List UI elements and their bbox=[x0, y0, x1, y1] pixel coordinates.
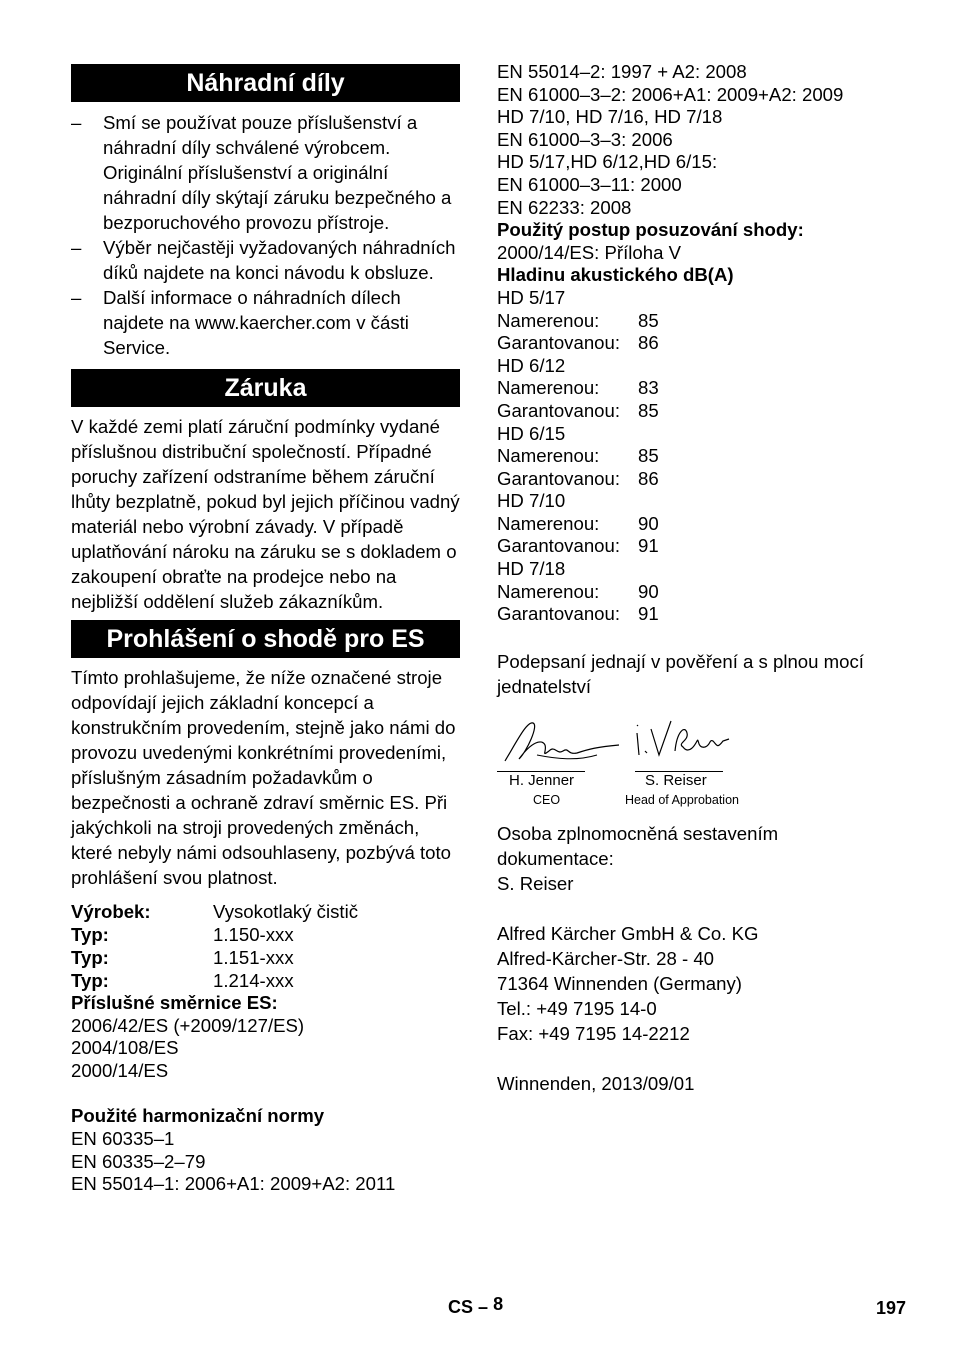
acoustic-model: HD 7/18 bbox=[497, 558, 566, 580]
signature-block bbox=[497, 711, 897, 821]
directive-item: 2004/108/ES bbox=[71, 1037, 179, 1059]
left-column bbox=[71, 64, 460, 1196]
procedure-label: Použitý postup posuzování shody: bbox=[497, 219, 804, 241]
type-value: 1.214-xxx bbox=[213, 970, 294, 991]
address-line: Alfred-Kärcher-Str. 28 - 40 bbox=[497, 947, 715, 969]
type-row bbox=[71, 923, 460, 946]
type-label: Typ: bbox=[71, 947, 109, 968]
signer-name: S. Reiser bbox=[645, 771, 707, 789]
norm-item: EN 60335–2–79 bbox=[71, 1150, 206, 1172]
measured-label: Namerenou: bbox=[497, 512, 600, 534]
acoustic-label: Hladinu akustického dB(A) bbox=[497, 264, 734, 286]
measured-label: Namerenou: bbox=[497, 580, 600, 602]
product-row bbox=[71, 900, 460, 923]
acoustic-model: HD 6/12 bbox=[497, 354, 566, 376]
directives-label: Příslušné směrnice ES: bbox=[71, 992, 278, 1013]
norm-item: HD 5/17,HD 6/12,HD 6/15: bbox=[497, 151, 718, 173]
handwritten-signature-reiser bbox=[625, 711, 735, 771]
norms-label: Použité harmonizační normy bbox=[71, 1105, 325, 1127]
guaranteed-label: Garantovanou: bbox=[497, 467, 621, 489]
handwritten-signature-jenner bbox=[497, 711, 622, 771]
authorized-name: S. Reiser bbox=[497, 872, 574, 894]
acoustic-model: HD 6/15 bbox=[497, 422, 566, 444]
norm-item: EN 61000–3–3: 2006 bbox=[497, 128, 673, 150]
spare-parts-list bbox=[71, 110, 460, 360]
norm-item: EN 55014–1: 2006+A1: 2009+A2: 2011 bbox=[71, 1173, 396, 1195]
product-value: Vysokotlaký čistič bbox=[213, 901, 359, 922]
norm-item: EN 55014–2: 1997 + A2: 2008 bbox=[497, 61, 747, 82]
footer-section-page: 8 bbox=[493, 1294, 504, 1314]
product-label: Výrobek: bbox=[71, 901, 151, 922]
signer-role: CEO bbox=[533, 792, 561, 807]
procedure-value: 2000/14/ES: Příloha V bbox=[497, 241, 681, 263]
list-item bbox=[71, 285, 460, 360]
address-line: Fax: +49 7195 14-2212 bbox=[497, 1022, 690, 1044]
guaranteed-label: Garantovanou: bbox=[497, 332, 621, 354]
guaranteed-value: 85 bbox=[638, 399, 659, 421]
norm-item: EN 60335–1 bbox=[71, 1127, 175, 1149]
measured-label: Namerenou: bbox=[497, 445, 600, 467]
acoustic-model: HD 7/10 bbox=[497, 490, 566, 512]
type-row bbox=[71, 969, 460, 992]
norm-item: EN 61000–3–2: 2006+A1: 2009+A2: 2009 bbox=[497, 83, 844, 105]
authorized-text: Osoba zplnomocněná sestavením dokumentace: bbox=[497, 822, 779, 869]
right-column bbox=[497, 61, 897, 1096]
footer-dash: – bbox=[478, 1297, 489, 1317]
dash-bullet: – bbox=[71, 112, 82, 133]
spare-parts-heading: Náhradní díly bbox=[71, 64, 460, 102]
company-address bbox=[497, 921, 897, 1046]
measured-value: 83 bbox=[638, 377, 659, 399]
footer-section-label bbox=[448, 1294, 504, 1318]
dash-bullet: – bbox=[71, 287, 82, 308]
norm-item: HD 7/10, HD 7/16, HD 7/18 bbox=[497, 106, 723, 128]
guaranteed-label: Garantovanou: bbox=[497, 535, 621, 557]
measured-label: Namerenou: bbox=[497, 309, 600, 331]
place-date: Winnenden, 2013/09/01 bbox=[497, 1072, 695, 1094]
address-line: Tel.: +49 7195 14-0 bbox=[497, 997, 657, 1019]
measured-value: 85 bbox=[638, 445, 659, 467]
acoustic-group bbox=[497, 287, 897, 355]
measured-value: 90 bbox=[638, 512, 659, 534]
acoustic-table bbox=[497, 287, 897, 626]
page-number: 197 bbox=[876, 1298, 907, 1318]
footer-lang: CS bbox=[448, 1297, 474, 1317]
address-line: 71364 Winnenden (Germany) bbox=[497, 972, 742, 994]
signer-role: Head of Approbation bbox=[625, 792, 739, 807]
declaration-text: Tímto prohlašujeme, že níže označené stroje odpovídají jejich základní koncepcí a konstrukčním provedením, stejně jako námi do provozu uvedenými konkrétními provedeními, příslušným zásadním požadavkům o bezpečnosti a ochraně zdraví směrnic ES. Při jakýchkoli na stroji provedených změnách, které nebyly námi odsouhlaseny, pozbývá toto prohlášení svou platnost. bbox=[71, 667, 456, 888]
measured-value: 90 bbox=[638, 580, 659, 602]
guaranteed-label: Garantovanou: bbox=[497, 603, 621, 625]
acoustic-group bbox=[497, 558, 897, 626]
declaration-heading: Prohlášení o shodě pro ES bbox=[71, 620, 460, 658]
list-item bbox=[71, 235, 460, 285]
list-item-text: Smí se používat pouze příslušenství a náhradní díly schválené výrobcem. Originální příslušenství a originální náhradní díly skýtají záruku bezpečného a bezporuchového provozu přístroje. bbox=[103, 112, 452, 233]
warranty-heading: Záruka bbox=[71, 369, 460, 407]
norm-item: EN 62233: 2008 bbox=[497, 196, 632, 218]
guaranteed-value: 91 bbox=[638, 603, 659, 625]
measured-value: 85 bbox=[638, 309, 659, 331]
signature-reiser bbox=[625, 711, 765, 810]
directive-item: 2000/14/ES bbox=[71, 1059, 169, 1081]
list-item bbox=[71, 110, 460, 235]
list-item-text: Výběr nejčastěji vyžadovaných náhradních díků najdete na konci návodu k obsluze. bbox=[103, 237, 456, 283]
guaranteed-label: Garantovanou: bbox=[497, 399, 621, 421]
type-value: 1.150-xxx bbox=[213, 924, 294, 945]
directive-item: 2006/42/ES (+2009/127/ES) bbox=[71, 1014, 305, 1036]
dash-bullet: – bbox=[71, 237, 82, 258]
acoustic-group bbox=[497, 490, 897, 558]
address-line: Alfred Kärcher GmbH & Co. KG bbox=[497, 922, 759, 944]
guaranteed-value: 86 bbox=[638, 332, 659, 354]
type-label: Typ: bbox=[71, 924, 109, 945]
acoustic-group bbox=[497, 423, 897, 491]
acoustic-group bbox=[497, 355, 897, 423]
product-table bbox=[71, 900, 460, 992]
signature-jenner bbox=[497, 711, 593, 810]
type-value: 1.151-xxx bbox=[213, 947, 294, 968]
list-item-text: Další informace o náhradních dílech najdete na www.kaercher.com v části Service. bbox=[103, 287, 409, 358]
guaranteed-value: 86 bbox=[638, 467, 659, 489]
norm-item: EN 61000–3–11: 2000 bbox=[497, 173, 682, 195]
acoustic-model: HD 5/17 bbox=[497, 286, 566, 308]
type-label: Typ: bbox=[71, 970, 109, 991]
signer-name: H. Jenner bbox=[509, 771, 575, 789]
guaranteed-value: 91 bbox=[638, 535, 659, 557]
measured-label: Namerenou: bbox=[497, 377, 600, 399]
warranty-text: V každé zemi platí záruční podmínky vydané příslušnou distribuční společností. Případné poruchy zařízení odstraníme během záruční lhůty bezplatně, pokud byl jejich příčinou vadný materiál nebo výrobní závady. V případě uplatňování nároku na záruku se s dokladem o zakoupení obraťte na prodejce nebo na nejbližší oddělení služeb zákazníkům. bbox=[71, 416, 460, 612]
type-row bbox=[71, 946, 460, 969]
signed-text: Podepsaní jednají v pověření a s plnou mocí jednatelství bbox=[497, 650, 864, 697]
